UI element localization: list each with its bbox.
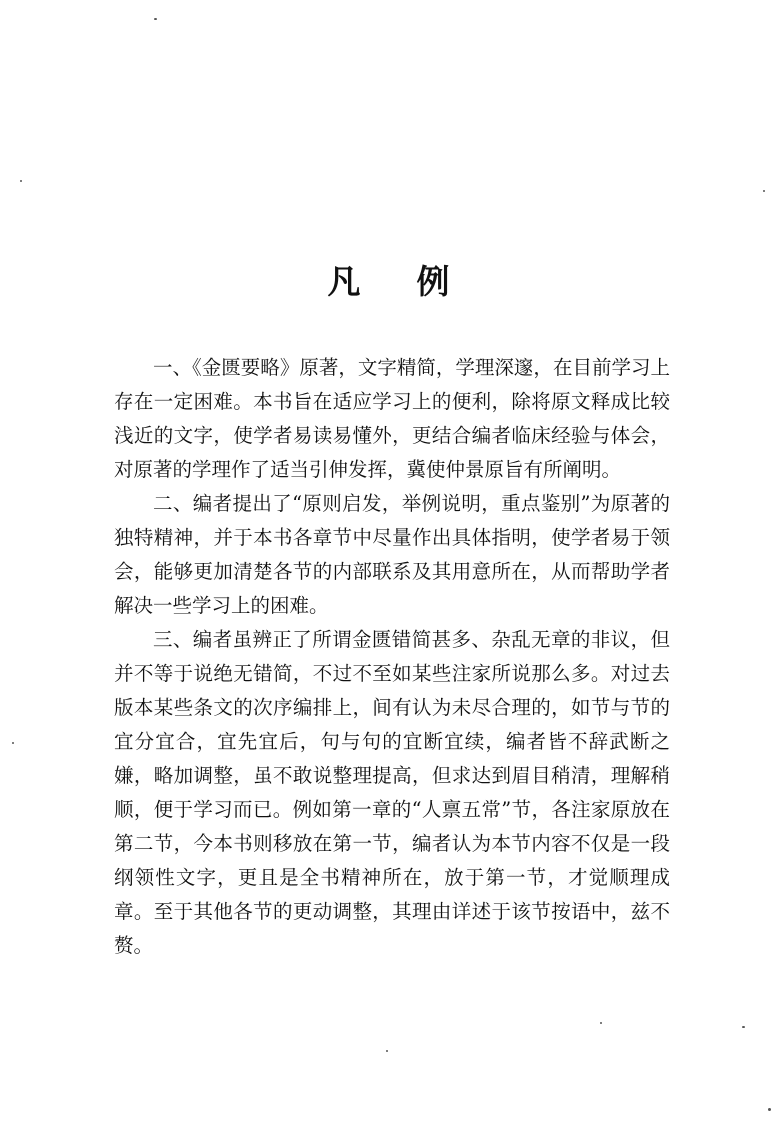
scan-speck [154, 18, 157, 20]
scan-speck [600, 1022, 602, 1024]
scan-speck [12, 742, 14, 744]
scan-speck [742, 1026, 745, 1028]
paragraph-1: 一、《金匮要略》原著，文字精简，学理深邃，在目前学习上存在一定困难。本书旨在适应学习上的便利，除将原文释成比较浅近的文字，使学者易读易懂外，更结合编者临床经验与体会，对原著的学理作了适当引伸发挥，冀使仲景原旨有所阐明。 [114, 356, 670, 481]
scan-speck [768, 1108, 771, 1111]
title-char: 例 [416, 262, 450, 301]
paragraph-2: 二、编者提出了“原则启发，举例说明，重点鉴别”为原著的独特精神，并于本书各章节中尽量作出具体指明，使学者易于领会，能够更加清楚各节的内部联系及其用意所在，从而帮助学者解决一些学习上的困难。 [114, 492, 670, 617]
page-title [0, 258, 777, 306]
body-text [114, 351, 670, 963]
paragraph-3: 三、编者虽辨正了所谓金匮错简甚多、杂乱无章的非议，但并不等于说绝无错简，不过不至如某些注家所说那么多。对过去版本某些条文的次序编排上，间有认为未尽合理的，如节与节的宜分宜合，宜先宜后，句与句的宜断宜续，编者皆不辞武断之嫌，略加调整，虽不敢说整理提高，但求达到眉目稍清，理解稍顺，便于学习而已。例如第一章的“人禀五常”节，各注家原放在第二节，今本书则移放在第一节，编者认为本节内容不仅是一段纲领性文字，更且是全书精神所在，放于第一节，才觉顺理成章。至于其他各节的更动调整，其理由详述于该节按语中，兹不赘。 [114, 628, 670, 957]
scan-speck [763, 190, 765, 192]
scan-speck [20, 180, 22, 182]
scan-speck [386, 1050, 388, 1052]
title-char: 凡 [327, 262, 361, 301]
